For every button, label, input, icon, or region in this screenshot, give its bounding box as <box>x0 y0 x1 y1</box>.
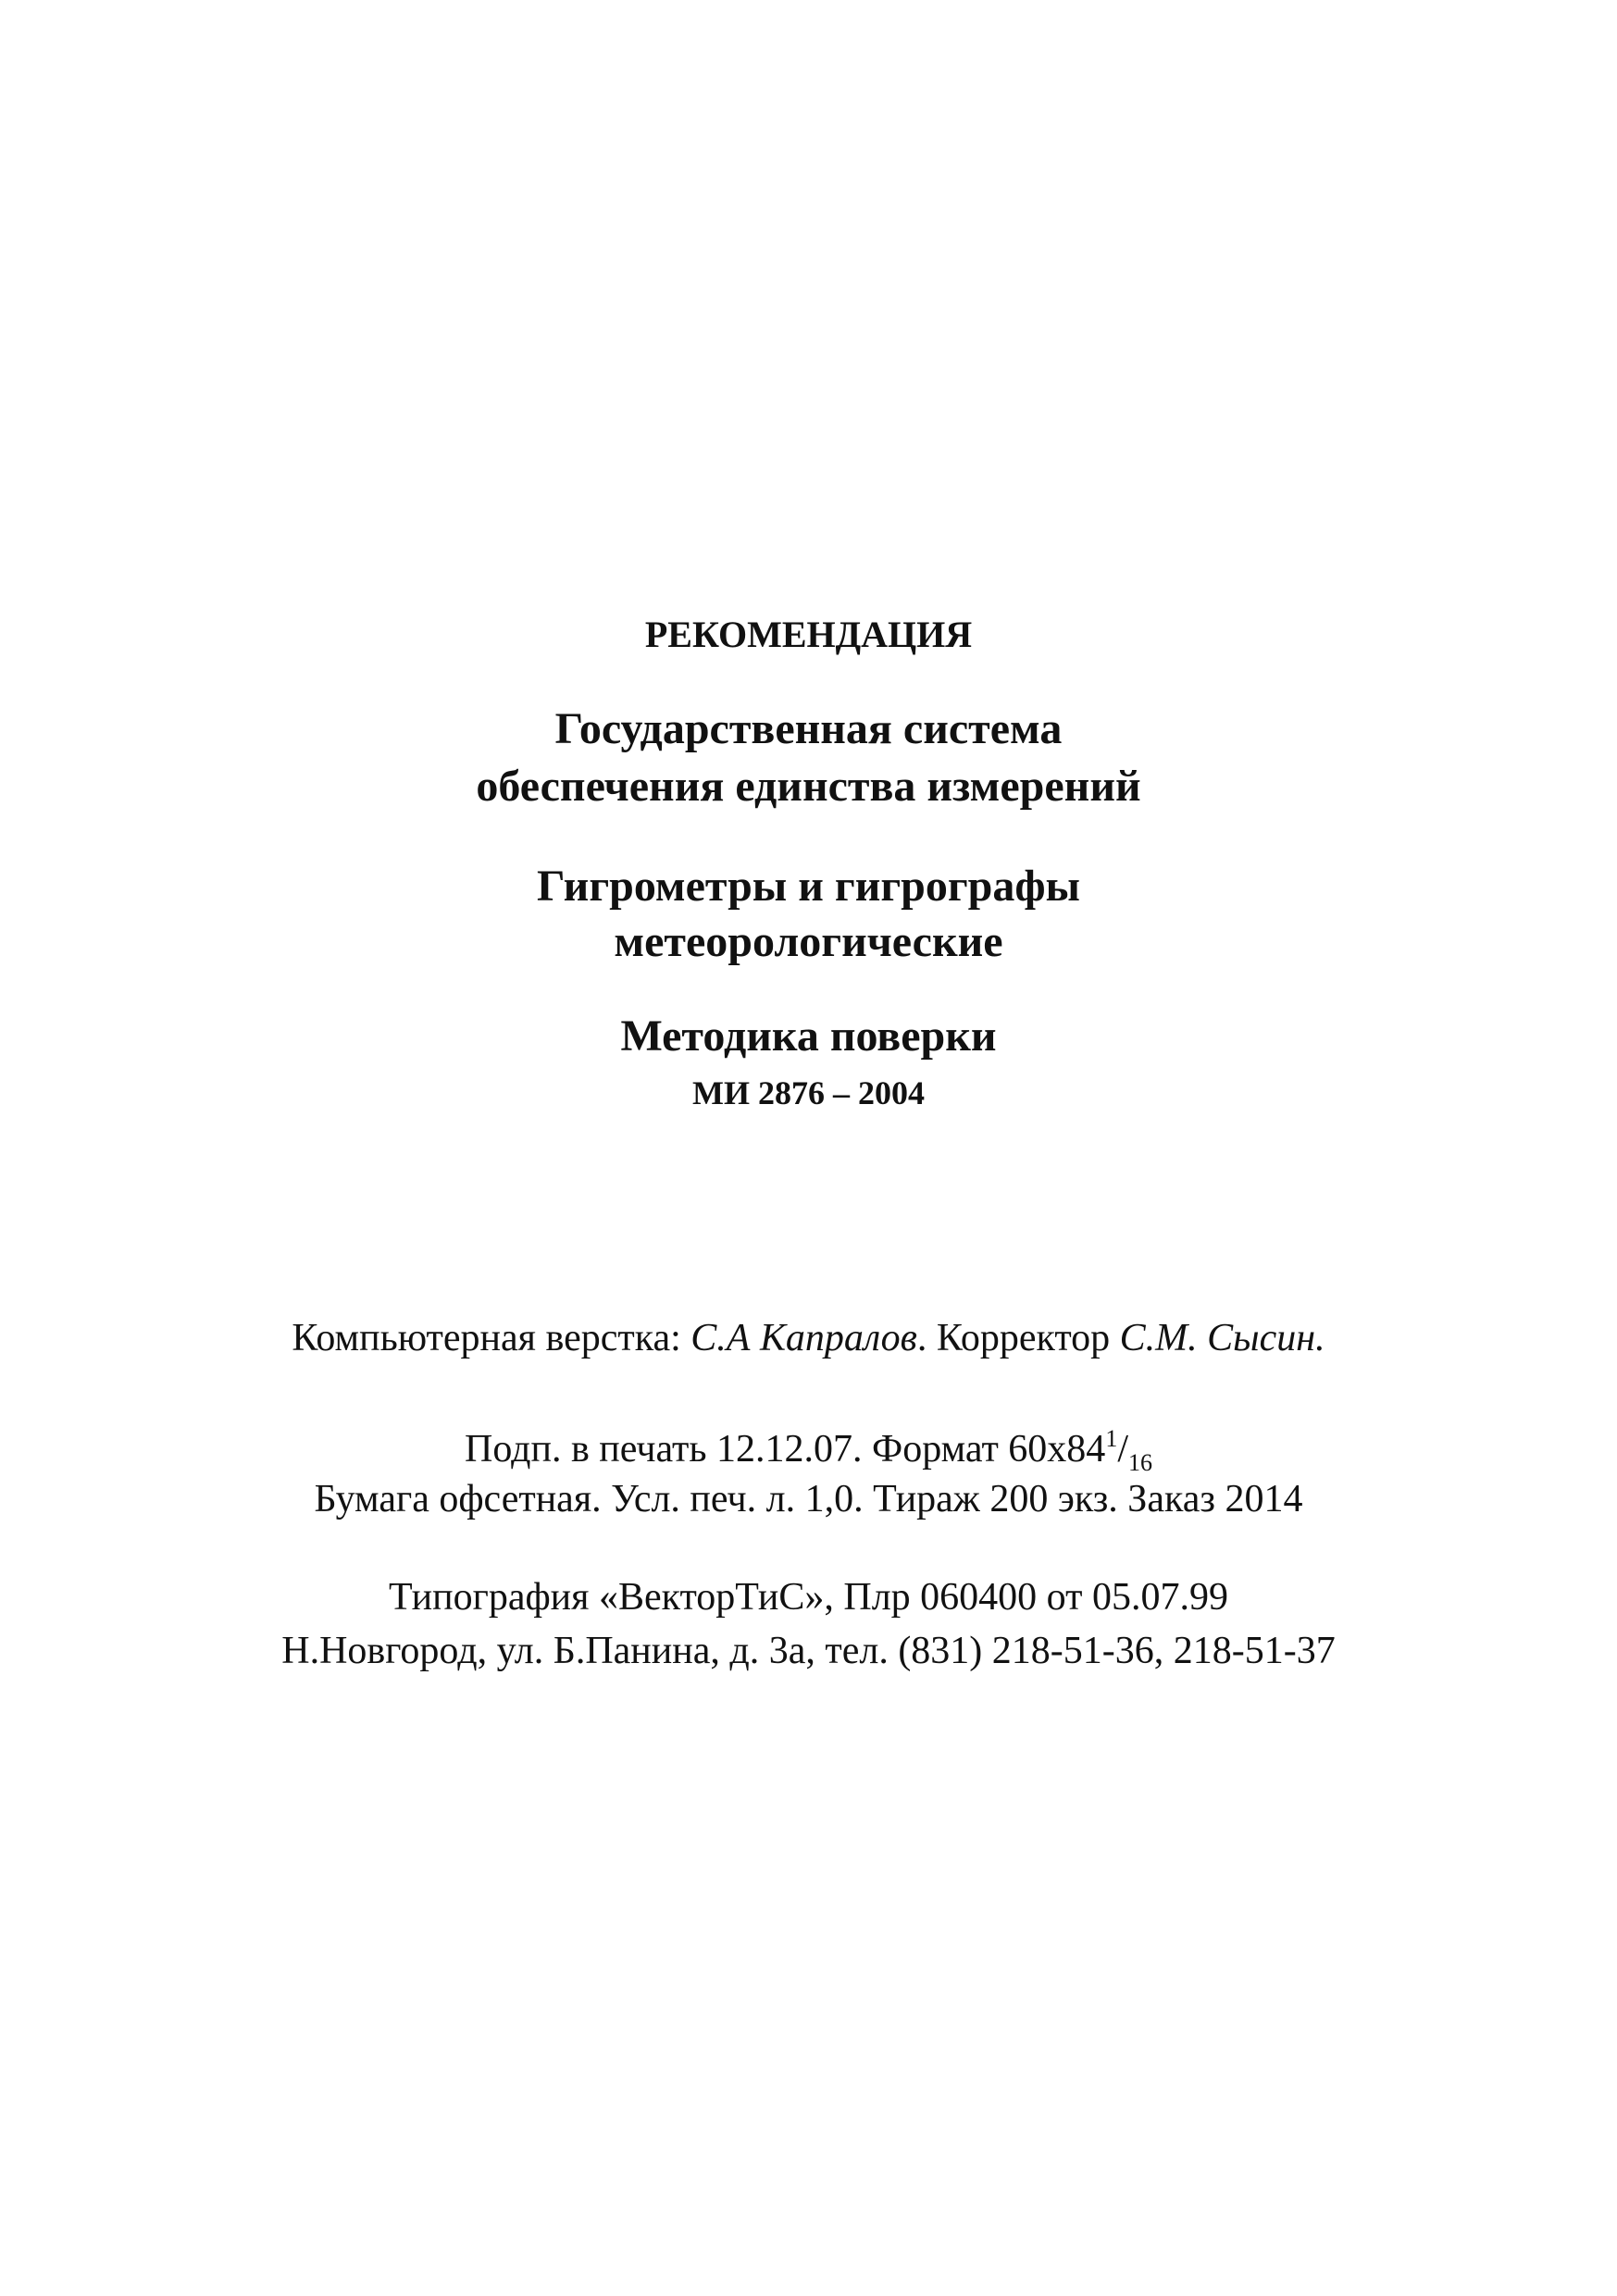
imprint-paper-line: Бумага офсетная. Усл. печ. л. 1,0. Тираж 200 экз. Заказ 2014 <box>314 1478 1303 1520</box>
document-title-line-2: обеспечения единства измерений <box>476 762 1141 811</box>
imprint-staff-line <box>0 1316 1617 1360</box>
staff-separator: . <box>916 1317 937 1359</box>
imprint-address: Н.Новгород, ул. Б.Панина, д. 3а, тел. (831) 218-51-36, 218-51-37 <box>281 1630 1336 1672</box>
imprint-printing-house: Типография «ВекторТиС», Плр 060400 от 05.07.99 <box>389 1576 1228 1619</box>
document-code: МИ 2876 – 2004 <box>692 1074 925 1111</box>
document-subject-line-1: Гигрометры и гигрографы <box>536 862 1081 911</box>
format-numerator: 1 <box>1105 1425 1118 1452</box>
format-denominator: 16 <box>1127 1449 1152 1476</box>
print-line-text: Подп. в печать 12.12.07. Формат 60x84 <box>465 1428 1106 1471</box>
corrector-person: С.М. Сысин. <box>1119 1317 1325 1359</box>
format-slash: / <box>1117 1428 1128 1471</box>
layout-person: С.А Капралов <box>690 1317 917 1359</box>
corrector-label: Корректор <box>936 1317 1111 1359</box>
layout-label: Компьютерная верстка: <box>292 1317 681 1359</box>
document-subject-line-2: метеорологические <box>614 917 1003 966</box>
document-type-heading: РЕКОМЕНДАЦИЯ <box>644 614 973 655</box>
imprint-print-line <box>0 1425 1617 1477</box>
document-method: Методика поверки <box>620 1011 997 1061</box>
document-title-line-1: Государственная система <box>554 704 1063 753</box>
